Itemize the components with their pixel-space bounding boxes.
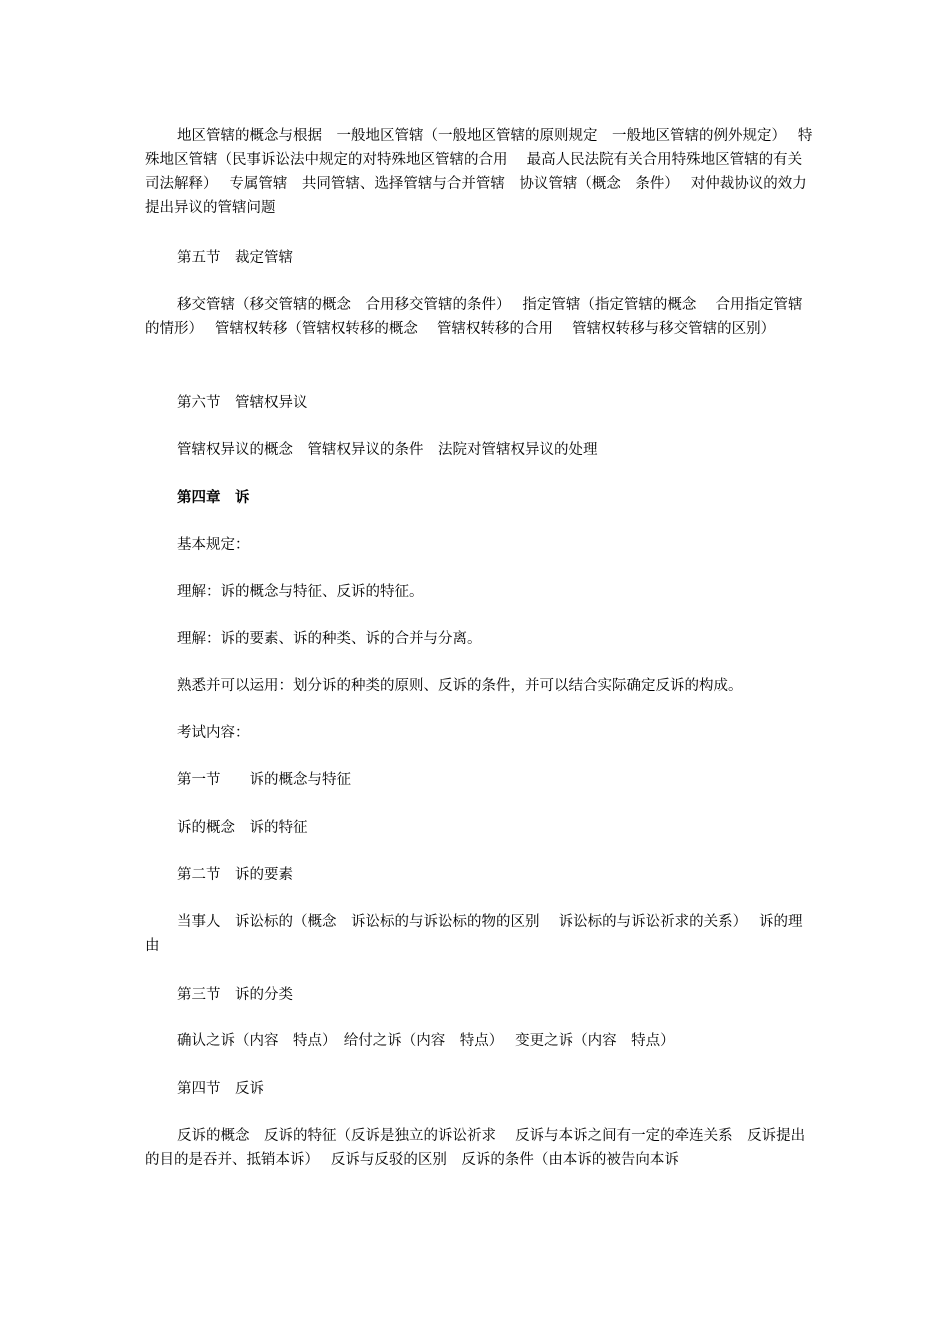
paragraph-elements: 当事人 诉讼标的（概念 诉讼标的与诉讼标的物的区别 诉讼标的与诉讼祈求的关系） 诉的理由 bbox=[145, 914, 803, 954]
section-heading-5: 第五节 裁定管辖 bbox=[177, 250, 293, 266]
section-heading-3: 第三节 诉的分类 bbox=[177, 987, 293, 1003]
paragraph-concept-features: 诉的概念 诉的特征 bbox=[177, 820, 308, 836]
paragraph-basic-provisions: 基本规定： bbox=[177, 537, 250, 553]
paragraph-jurisdiction-objection: 管辖权异议的概念 管辖权异议的条件 法院对管辖权异议的处理 bbox=[177, 442, 598, 458]
section-heading-2: 第二节 诉的要素 bbox=[177, 867, 293, 883]
paragraph-exam-content: 考试内容： bbox=[177, 725, 250, 741]
section-heading-1: 第一节 诉的概念与特征 bbox=[177, 772, 351, 788]
paragraph-counterclaim: 反诉的概念 反诉的特征（反诉是独立的诉讼祈求 反诉与本诉之间有一定的牵连关系 反诉提出的目的是吞并、抵销本诉） 反诉与反驳的区别 反诉的条件（由本诉的被告向本诉 bbox=[145, 1128, 806, 1168]
paragraph-regional-jurisdiction: 地区管辖的概念与根据 一般地区管辖（一般地区管辖的原则规定 一般地区管辖的例外规定） 特殊地区管辖（民事诉讼法中规定的对特殊地区管辖的合用 最高人民法院有关合用特殊地区管辖的有关司法解释） 专属管辖 共同管辖、选择管辖与合并管辖 协议管辖（概念 条件） 对仲裁协议的效力提出异议的管辖问题 bbox=[145, 128, 813, 216]
section-heading-6: 第六节 管辖权异议 bbox=[177, 395, 308, 411]
paragraph-ruling-jurisdiction: 移交管辖（移交管辖的概念 合用移交管辖的条件） 指定管辖（指定管辖的概念 合用指定管辖的情形） 管辖权转移（管辖权转移的概念 管辖权转移的合用 管辖权转移与移交管辖的区别） bbox=[145, 297, 803, 337]
chapter-heading-4: 第四章 诉 bbox=[177, 489, 250, 506]
paragraph-understand-1: 理解：诉的概念与特征、反诉的特征。 bbox=[177, 584, 424, 600]
section-heading-4: 第四节 反诉 bbox=[177, 1081, 264, 1097]
paragraph-classification: 确认之诉（内容 特点） 给付之诉（内容 特点） 变更之诉（内容 特点） bbox=[177, 1033, 675, 1049]
paragraph-understand-2: 理解：诉的要素、诉的种类、诉的合并与分离。 bbox=[177, 631, 482, 647]
paragraph-familiar-apply: 熟悉并可以运用：划分诉的种类的原则、反诉的条件，并可以结合实际确定反诉的构成。 bbox=[177, 678, 743, 694]
